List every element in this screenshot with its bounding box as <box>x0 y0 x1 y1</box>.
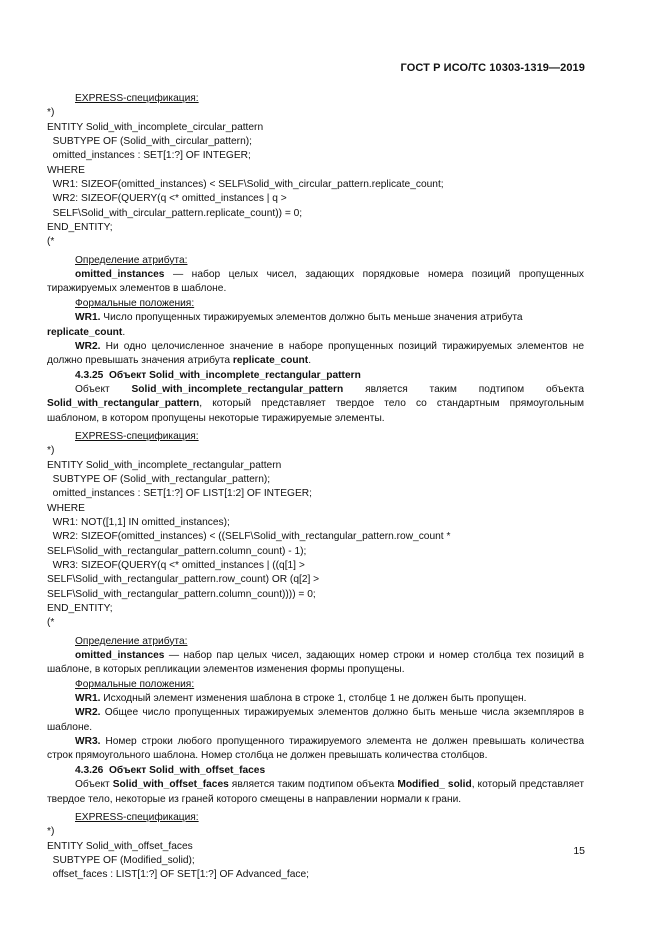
rule-text: Исходный элемент изменения шаблона в строке 1, столбце 1 не должен быть пропущен. <box>100 693 527 705</box>
rule-text: Число пропущенных тиражируемых элементов должно быть меньше значения атрибута <box>100 312 523 324</box>
express-spec-label: EXPRESS-спецификация: <box>75 430 199 442</box>
code-line: WR3: SIZEOF(QUERY(q <* omitted_instances | ((q[1] > <box>47 560 305 571</box>
express-spec-label: EXPRESS-спецификация: <box>75 811 199 823</box>
code-line: WR1: NOT([1,1] IN omitted_instances); <box>47 516 230 528</box>
rule-wr2 <box>47 340 584 369</box>
section-heading-4-3-25 <box>47 369 584 383</box>
rule-wr1 <box>47 311 584 340</box>
code-line: SUBTYPE OF (Modified_solid); <box>47 854 195 866</box>
code-line: (* <box>47 617 55 629</box>
parent-entity-name: Modified_ solid <box>397 779 472 791</box>
para-text: является таким подтипом объекта <box>228 779 398 791</box>
attribute-name: omitted_instances <box>75 650 165 662</box>
code-line: SELF\Solid_with_rectangular_pattern.row_count) OR (q[2] > <box>47 574 320 586</box>
page-content <box>47 92 584 883</box>
code-line: WHERE <box>47 502 85 514</box>
section-heading-4-3-26 <box>47 764 584 778</box>
entity-name: Solid_with_offset_faces <box>112 779 229 791</box>
express-spec-label: EXPRESS-спецификация: <box>75 93 199 104</box>
attribute-definition <box>47 268 584 297</box>
entity-name: Solid_with_incomplete_rectangular_pattern <box>131 383 344 395</box>
code-line: omitted_instances : SET[1:?] OF LIST[1:2] OF INTEGER; <box>47 488 312 500</box>
rule-end: . <box>308 355 312 367</box>
para-text: Объект <box>75 779 113 791</box>
code-line: ENTITY Solid_with_offset_faces <box>47 840 193 852</box>
rule-wr2 <box>47 706 584 735</box>
para-text: , который представляет твердое тело со стандартным прямоугольным шаблоном, в котором пропущены некоторые тиражируемые элементы. <box>47 398 584 424</box>
rule-label: WR1. <box>75 312 101 324</box>
para-text: является таким подтипом объекта <box>343 383 584 395</box>
para-text: , который представляет твердое тело, некоторые из граней которого смещены в направлении нормали к грани. <box>47 779 584 805</box>
rule-label: WR3. <box>75 736 101 748</box>
rule-wr1 <box>47 692 584 706</box>
code-line: END_ENTITY; <box>47 603 113 615</box>
para-text: Объект <box>75 383 132 395</box>
formal-propositions-label: Формальные положения: <box>75 297 195 309</box>
rule-attribute: replicate_count <box>47 326 123 338</box>
page-number: 15 <box>573 845 585 857</box>
attribute-text: — набор целых чисел, задающих порядковые номера позиций пропущенных тиражируемых элементов в шаблоне. <box>47 269 584 295</box>
code-line: SUBTYPE OF (Solid_with_circular_pattern); <box>47 136 252 148</box>
code-line: omitted_instances : SET[1:?] OF INTEGER; <box>47 150 251 162</box>
code-line: ENTITY Solid_with_incomplete_rectangular_pattern <box>47 459 282 471</box>
code-line: *) <box>47 826 55 838</box>
code-line: SELF\Solid_with_circular_pattern.replicate_count)) = 0; <box>47 207 303 219</box>
code-line: WHERE <box>47 164 85 176</box>
code-line: WR2: SIZEOF(omitted_instances) < ((SELF\Solid_with_rectangular_pattern.row_count * <box>47 531 451 543</box>
section-heading-text: 4.3.25 Объект Solid_with_incomplete_rectangular_pattern <box>75 369 361 381</box>
code-line: offset_faces : LIST[1:?] OF SET[1:?] OF Advanced_face; <box>47 869 309 881</box>
code-line: END_ENTITY; <box>47 222 113 234</box>
code-line: SELF\Solid_with_rectangular_pattern.column_count)))) = 0; <box>47 588 316 600</box>
attribute-name: omitted_instances <box>75 269 165 281</box>
code-line: SUBTYPE OF (Solid_with_rectangular_pattern); <box>47 473 271 485</box>
document-header: ГОСТ Р ИСО/ТС 10303-1319—2019 <box>400 62 585 74</box>
express-code-block <box>47 825 584 882</box>
code-line: (* <box>47 236 55 248</box>
rule-label: WR2. <box>75 340 101 352</box>
rule-wr3 <box>47 735 584 764</box>
section-paragraph <box>47 383 584 426</box>
rule-text: Ни одно целочисленное значение в наборе пропущенных позиций тиражируемых элементов не должно превышать значения атрибута <box>47 340 584 367</box>
parent-entity-name: Solid_with_rectangular_pattern <box>47 398 200 410</box>
code-line: SELF\Solid_with_rectangular_pattern.column_count) - 1); <box>47 545 307 557</box>
rule-end: . <box>122 326 126 338</box>
rule-label: WR2. <box>75 707 101 719</box>
code-line: *) <box>47 107 55 119</box>
code-line: WR2: SIZEOF(QUERY(q <* omitted_instances | q > <box>47 193 287 205</box>
express-code-block <box>47 106 584 249</box>
attribute-definition <box>47 649 584 678</box>
code-line: ENTITY Solid_with_incomplete_circular_pattern <box>47 121 264 133</box>
section-heading-text: 4.3.26 Объект Solid_with_offset_faces <box>75 764 266 776</box>
code-line: WR1: SIZEOF(omitted_instances) < SELF\Solid_with_circular_pattern.replicate_count; <box>47 179 444 191</box>
section-paragraph <box>47 778 584 807</box>
formal-propositions-label: Формальные положения: <box>75 678 195 690</box>
attribute-definition-label: Определение атрибута: <box>75 635 188 647</box>
express-code-block <box>47 444 584 630</box>
attribute-text: — набор пар целых чисел, задающих номер строки и номер столбца тех позиций в шаблоне, в которых репликации элементов изменения формы пропущены. <box>47 650 584 676</box>
code-line: *) <box>47 445 55 457</box>
rule-label: WR1. <box>75 693 101 705</box>
rule-attribute: replicate_count <box>232 355 309 367</box>
rule-text: Номер строки любого пропущенного тиражируемого элемента не должен превышать количества строк прямоугольного шаблона. Номер столбца не должен превышать количества столбцов. <box>47 736 584 762</box>
attribute-definition-label: Определение атрибута: <box>75 254 188 266</box>
rule-text: Общее число пропущенных тиражируемых элементов должно быть меньше числа экземпляров в шаблоне. <box>47 707 584 733</box>
